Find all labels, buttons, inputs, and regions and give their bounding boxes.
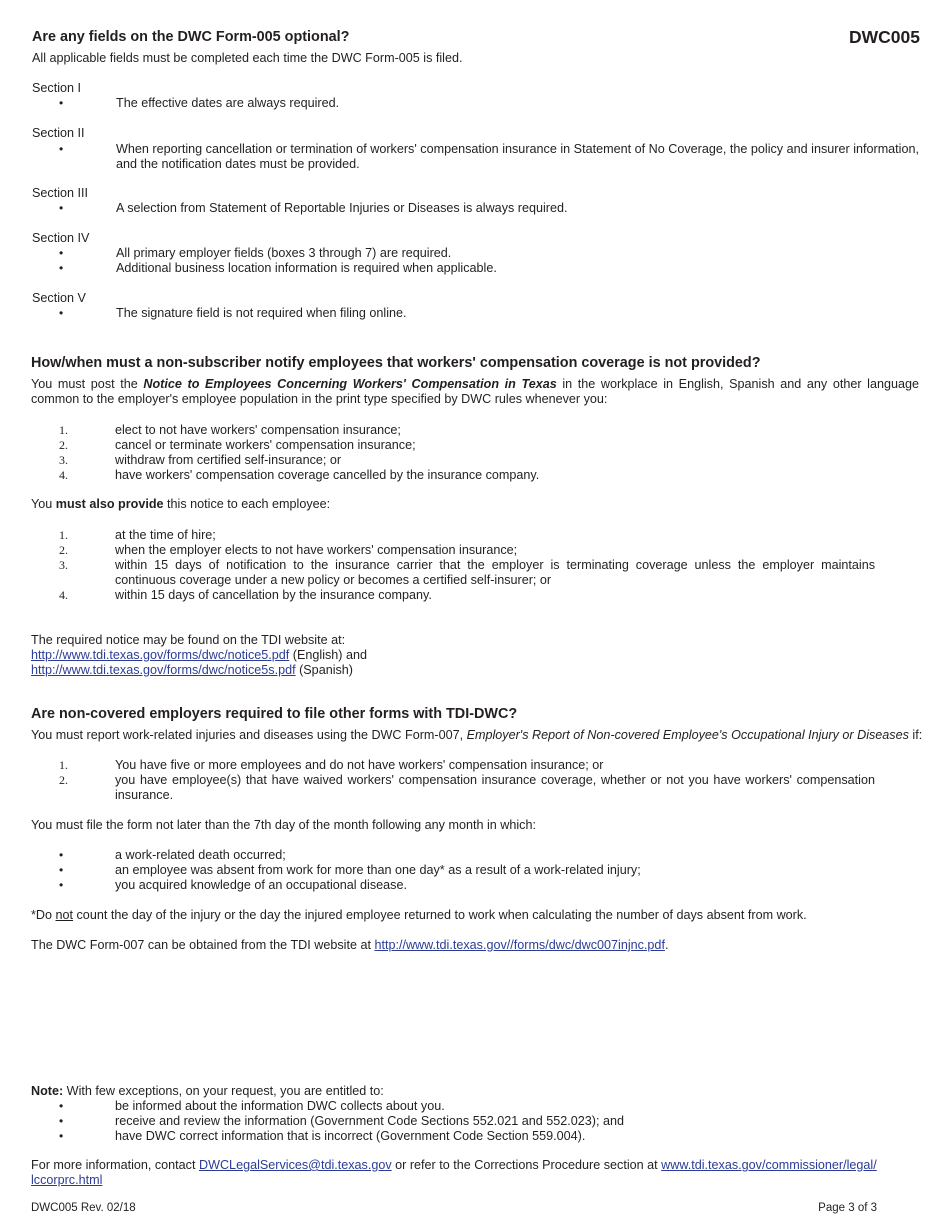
section-label: Section I	[32, 81, 82, 95]
bullet-marker: •	[59, 863, 64, 877]
note-text: Note: With few exceptions, on your request, you are entitled to:	[31, 1084, 384, 1098]
section-label: Section V	[32, 291, 86, 305]
list-number: 1.	[59, 423, 68, 437]
bullet-marker: •	[59, 1129, 64, 1143]
list-item: have DWC correct information that is incorrect (Government Code Section 559.004).	[115, 1129, 586, 1143]
list-number: 2.	[59, 773, 68, 787]
bullet-marker: •	[59, 1114, 64, 1128]
footnote-text: *Do not count the day of the injury or the day the injured employee returned to work when calculating the number of days absent from work.	[31, 908, 807, 922]
bullet-marker: •	[59, 142, 64, 156]
list-item: When reporting cancellation or termination of workers' compensation insurance in Statement of No Coverage, the policy and insurer information, and the notification dates must be provided.	[116, 142, 919, 171]
list-item: be informed about the information DWC collects about you.	[115, 1099, 445, 1113]
list-item: receive and review the information (Government Code Sections 552.021 and 552.023); and	[115, 1114, 624, 1128]
list-item: within 15 days of cancellation by the insurance company.	[115, 588, 432, 602]
list-number: 4.	[59, 588, 68, 602]
intro-text: All applicable fields must be completed each time the DWC Form-005 is filed.	[32, 51, 463, 65]
list-number: 1.	[59, 528, 68, 542]
list-item: elect to not have workers' compensation insurance;	[115, 423, 401, 437]
contact-text-continued	[31, 1173, 102, 1188]
list-item: have workers' compensation coverage cancelled by the insurance company.	[115, 468, 540, 482]
bullet-marker: •	[59, 201, 64, 215]
list-number: 4.	[59, 468, 68, 482]
list-item: The effective dates are always required.	[116, 96, 340, 110]
bullet-marker: •	[59, 261, 64, 275]
notice-paragraph: You must post the Notice to Employees Concerning Workers' Compensation in Texas in the workplace in English, Spanish and any other language common to the employer's employee population in the print type specified by DWC rules whenever you:	[31, 377, 920, 406]
list-item: The signature field is not required when filing online.	[116, 306, 407, 320]
provide-notice-paragraph: You must also provide this notice to each employee:	[31, 497, 331, 511]
list-item: within 15 days of notification to the insurance carrier that the employer is terminating coverage unless the employer maintains continuous coverage under a new policy or becomes a certified self-insurer; or	[115, 558, 875, 587]
corrections-procedure-link-continued[interactable]: lccorprc.html	[31, 1173, 103, 1187]
list-number: 2.	[59, 543, 68, 557]
bullet-marker: •	[59, 306, 64, 320]
bullet-marker: •	[59, 848, 64, 862]
list-item: withdraw from certified self-insurance; or	[115, 453, 342, 467]
bullet-marker: •	[59, 96, 64, 110]
form-007-link[interactable]: http://www.tdi.texas.gov//forms/dwc/dwc007injnc.pdf	[374, 938, 665, 952]
notice-link-english-line: http://www.tdi.texas.gov/forms/dwc/notice5.pdf (English) and	[31, 648, 367, 662]
list-item: at the time of hire;	[115, 528, 216, 542]
bullet-marker: •	[59, 246, 64, 260]
section-label: Section II	[32, 126, 85, 140]
contact-text: For more information, contact DWCLegalServices@tdi.texas.gov or refer to the Corrections Procedure section at www.tdi.texas.gov/commissioner/legal/	[31, 1158, 877, 1172]
notice-location-text: The required notice may be found on the TDI website at:	[31, 633, 346, 647]
list-item: All primary employer fields (boxes 3 through 7) are required.	[116, 246, 452, 260]
question-title-other-forms: Are non-covered employers required to file other forms with TDI-DWC?	[31, 706, 518, 722]
report-paragraph: You must report work-related injuries and diseases using the DWC Form-007, Employer's Report of Non-covered Employee's Occupational Injury or Diseases if:	[31, 728, 923, 742]
question-title-notify-employees: How/when must a non-subscriber notify employees that workers' compensation coverage is not provided?	[31, 355, 761, 371]
bullet-marker: •	[59, 878, 64, 892]
form-download-text: The DWC Form-007 can be obtained from the TDI website at http://www.tdi.texas.gov//forms/dwc/dwc007injnc.pdf.	[31, 938, 669, 952]
page-number: Page 3 of 3	[818, 1202, 877, 1214]
section-label: Section III	[32, 186, 89, 200]
section-label: Section IV	[32, 231, 90, 245]
corrections-procedure-link[interactable]: www.tdi.texas.gov/commissioner/legal/	[661, 1158, 877, 1172]
list-item: cancel or terminate workers' compensation insurance;	[115, 438, 416, 452]
file-deadline-text: You must file the form not later than the 7th day of the month following any month in which:	[31, 818, 536, 832]
revision-label: DWC005 Rev. 02/18	[31, 1202, 136, 1214]
notice-english-link[interactable]: http://www.tdi.texas.gov/forms/dwc/notice5.pdf	[31, 648, 290, 662]
list-item: You have five or more employees and do not have workers' compensation insurance; or	[115, 758, 604, 772]
notice-link-spanish-line: http://www.tdi.texas.gov/forms/dwc/notice5s.pdf (Spanish)	[31, 663, 353, 677]
list-number: 2.	[59, 438, 68, 452]
question-title-optional-fields: Are any fields on the DWC Form-005 optional?	[32, 29, 350, 45]
bullet-marker: •	[59, 1099, 64, 1113]
list-item: you have employee(s) that have waived workers' compensation insurance coverage, whether or not you have workers' compensation insurance.	[115, 773, 875, 802]
list-item: A selection from Statement of Reportable Injuries or Diseases is always required.	[116, 201, 568, 215]
list-item: Additional business location information is required when applicable.	[116, 261, 497, 275]
form-code: DWC005	[849, 27, 920, 47]
list-item: an employee was absent from work for more than one day* as a result of a work-related injury;	[115, 863, 641, 877]
list-item: when the employer elects to not have workers' compensation insurance;	[115, 543, 518, 557]
list-item: you acquired knowledge of an occupational disease.	[115, 878, 407, 892]
list-number: 3.	[59, 453, 68, 467]
notice-spanish-link[interactable]: http://www.tdi.texas.gov/forms/dwc/notice5s.pdf	[31, 663, 296, 677]
list-number: 1.	[59, 758, 68, 772]
legal-services-email-link[interactable]: DWCLegalServices@tdi.texas.gov	[198, 1158, 392, 1172]
list-item: a work-related death occurred;	[115, 848, 286, 862]
list-number: 3.	[59, 558, 68, 572]
